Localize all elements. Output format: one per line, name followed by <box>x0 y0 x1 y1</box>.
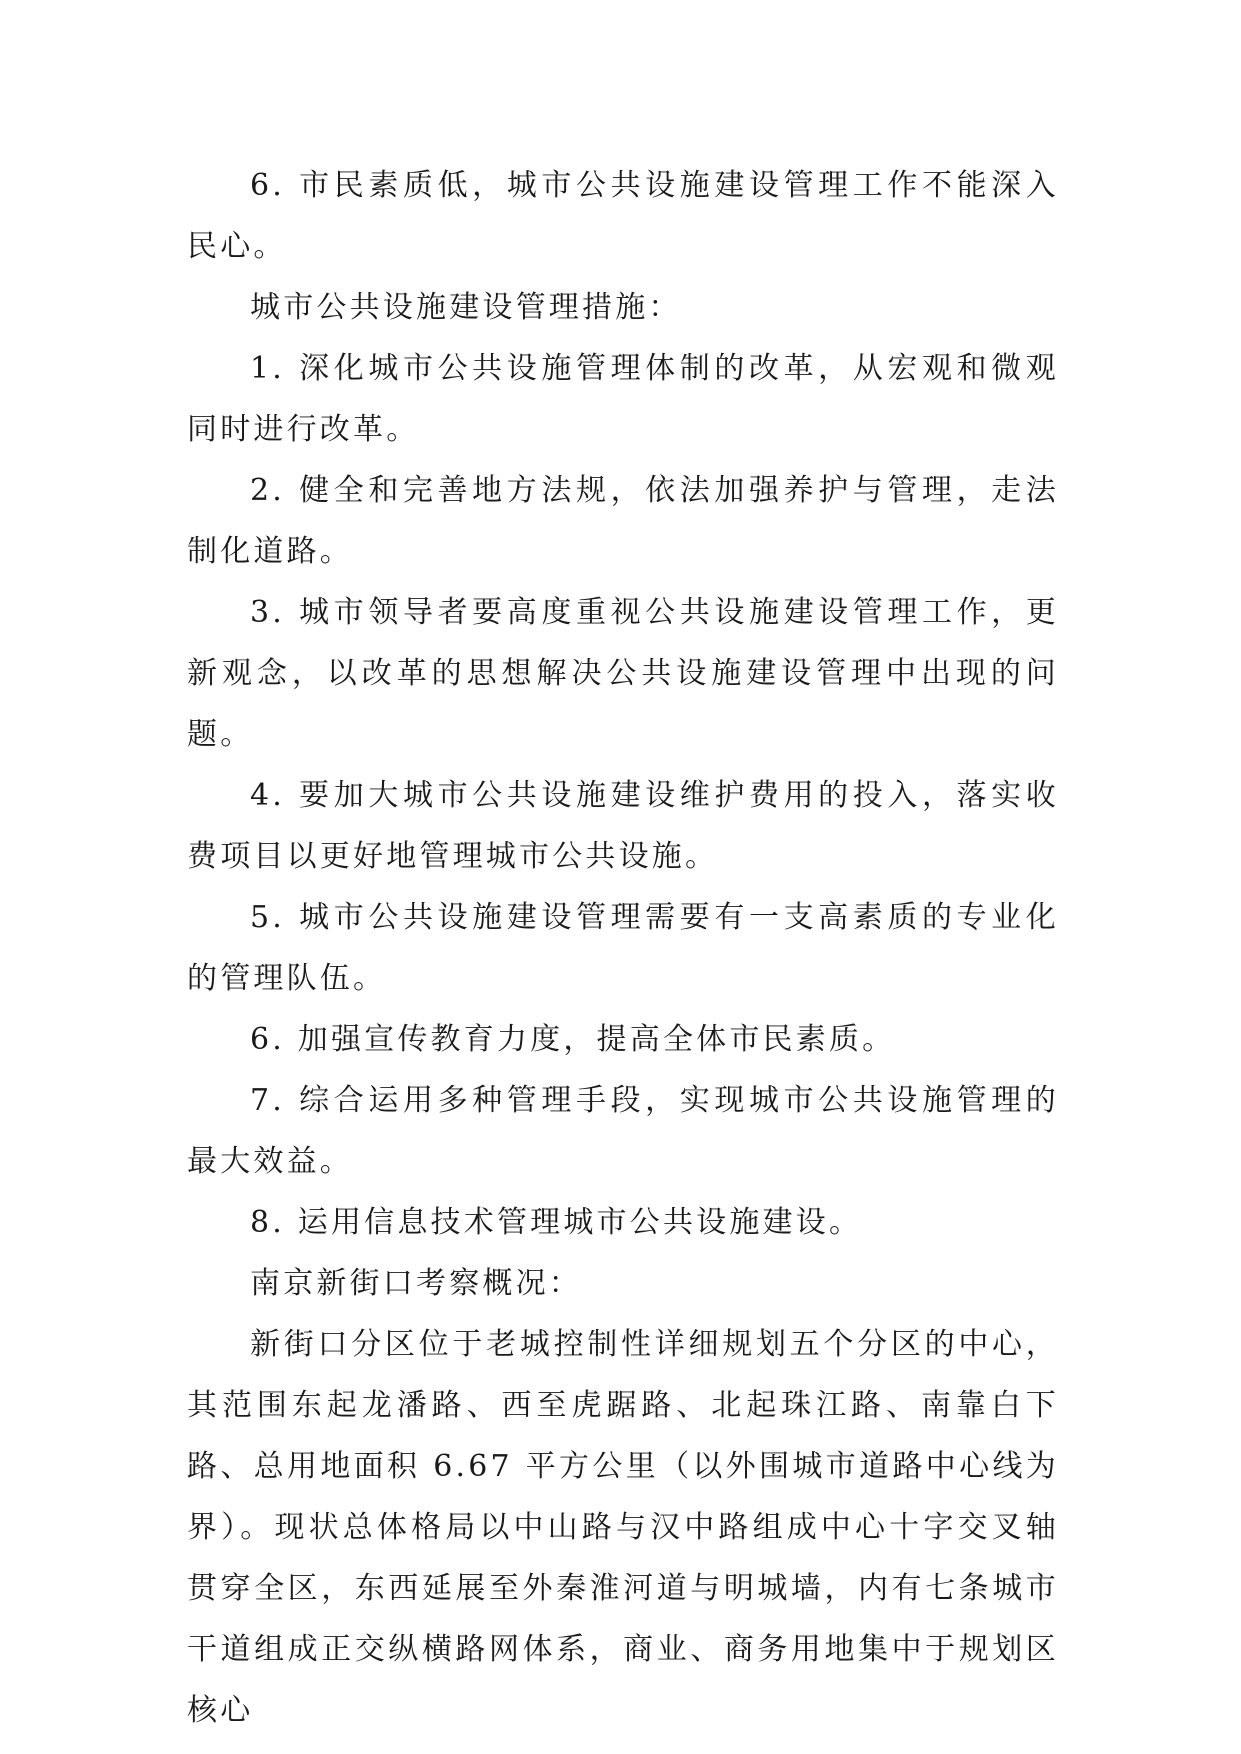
paragraph-measure-8: 8. 运用信息技术管理城市公共设施建设。 <box>250 1205 863 1240</box>
paragraph-measure-4: 4. 要加大城市公共设施建设维护费用的投入，落实收费项目以更好地管理城市公共设施。 <box>187 778 1059 874</box>
paragraph-survey-body: 新街口分区位于老城控制性详细规划五个分区的中心，其范围东起龙潘路、西至虎踞路、北起珠江路、南靠白下路、总用地面积 6.67 平方公里（以外围城市道路中心线为界）。现状总体格局以中山路与汉中路组成中心十字交叉轴贯穿全区，东西延展至外秦淮河道与明城墙，内有七条城市干道组成正交纵横路网体系，商业、商务用地集中于规划区核心 <box>187 1327 1059 1728</box>
paragraph-survey-heading: 南京新街口考察概况： <box>250 1266 582 1301</box>
paragraph-measure-1: 1. 深化城市公共设施管理体制的改革，从宏观和微观同时进行改革。 <box>187 351 1059 447</box>
paragraph-measure-3: 3. 城市领导者要高度重视公共设施建设管理工作，更新观念，以改革的思想解决公共设施建设管理中出现的问题。 <box>187 595 1059 752</box>
paragraph-measure-2: 2. 健全和完善地方法规，依法加强养护与管理，走法制化道路。 <box>187 473 1059 569</box>
paragraph-measures-heading: 城市公共设施建设管理措施： <box>250 290 682 325</box>
paragraph-measure-6: 6. 加强宣传教育力度，提高全体市民素质。 <box>250 1022 896 1057</box>
document-body <box>187 155 1059 1741</box>
paragraph-measure-7: 7. 综合运用多种管理手段，实现城市公共设施管理的最大效益。 <box>187 1083 1059 1179</box>
paragraph-problem-6: 6. 市民素质低，城市公共设施建设管理工作不能深入民心。 <box>187 168 1059 264</box>
paragraph-measure-5: 5. 城市公共设施建设管理需要有一支高素质的专业化的管理队伍。 <box>187 900 1059 996</box>
